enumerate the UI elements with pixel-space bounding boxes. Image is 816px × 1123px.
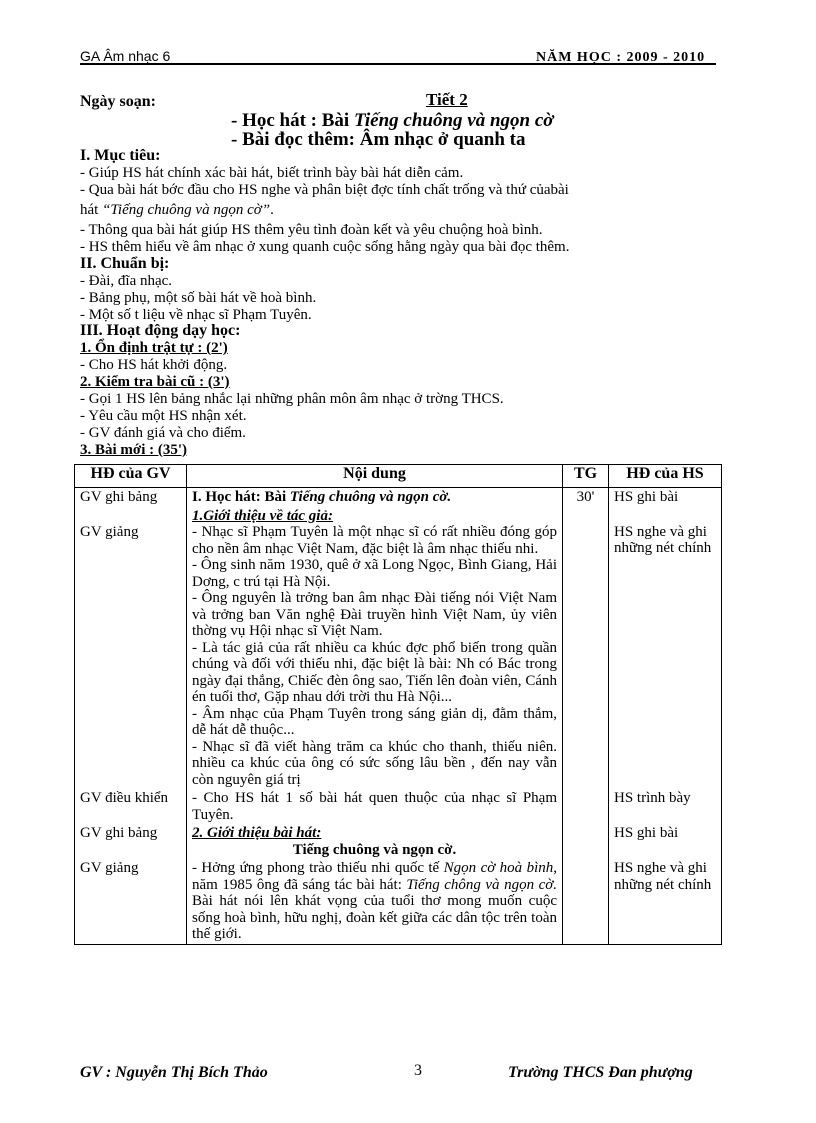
objective-line: - HS thêm hiểu về âm nhạc ở xung quanh cuộc sống hằng ngày qua bài đọc thêm.: [80, 239, 570, 255]
objective-line: - Qua bài hát bớc đầu cho HS nghe và phân biệt đợc tính chất trống và thứ củabài: [80, 182, 569, 198]
header-school-year: NĂM HỌC : 2009 - 2010: [536, 50, 706, 65]
activity-line: - Yêu cầu một HS nhận xét.: [80, 408, 247, 424]
table-row: [75, 507, 722, 790]
content-cell: [187, 507, 563, 790]
activity-line: - GV đánh giá và cho điểm.: [80, 425, 246, 441]
preparation-line: - Bảng phụ, một số bài hát về hoà bình.: [80, 290, 317, 306]
student-activity-cell: [609, 507, 722, 790]
lesson-title-1-prefix: - Học hát : Bài: [231, 110, 354, 131]
header-rule: [80, 63, 716, 65]
author-paragraph: - Là tác giả của rất nhiều ca khúc đợc phổ biến trong quần chúng và đối với thiếu nhi, đặc biệt là bài: Nh có Bác trong ngày đại thắng, Chiếc đèn ông sao, Tiến lên đoàn viên, Cánh én tuổi thơ, Gặp nhau dới trời thu Hà Nội...: [192, 639, 557, 705]
content-cell: [187, 859, 563, 944]
teacher-activity-cell: GV ghi bảng: [75, 488, 187, 507]
objective-line: - Thông qua bài hát giúp HS thêm yêu tình đoàn kết và yêu chuộng hoà bình.: [80, 222, 543, 238]
objective-song-line: [80, 202, 274, 218]
song-paragraph-part: , năm 1985 ông đã sáng tác bài hát:: [192, 860, 557, 893]
date-label: Ngày soạn:: [80, 93, 157, 110]
student-activity-cell: HS ghi bài: [609, 488, 722, 507]
teacher-activity-text: GV giảng: [80, 523, 139, 540]
student-activity-cell: HS ghi bài: [609, 824, 722, 859]
author-paragraph: - Ông sinh năm 1930, quê ở xã Long Ngọc, Bình Giang, Hải Dơng, c trú tại Hà Nội.: [192, 557, 557, 590]
song-paragraph-part: - Hởng ứng phong trào thiếu nhi quốc tế: [192, 860, 444, 876]
activity-order-heading: 1. Ổn định trật tự : (2'): [80, 340, 228, 356]
lesson-title-2: - Bài đọc thêm: Âm nhạc ở quanh ta: [231, 129, 526, 150]
song-paragraph-part: Bài hát nói lên khát vọng của tuổi thơ mong muốn cuộc sống hoà bình, hữu nghị, đoàn kết giữa các dân tộc trên toàn thế giới.: [192, 893, 557, 942]
table-row: [75, 859, 722, 944]
song-title: Tiếng chuông và ngọn cờ.: [292, 841, 457, 858]
objective-song-suffix: .: [270, 202, 274, 218]
time-cell: [563, 789, 609, 824]
page-number: 3: [414, 1062, 422, 1079]
objective-song-title: “Tiếng chuông và ngọn cờ”: [102, 202, 271, 218]
author-paragraph: - Âm nhạc của Phạm Tuyên trong sáng giản dị, đằm thắm, dễ hát dễ thuộc...: [192, 705, 557, 738]
time-cell: [563, 859, 609, 944]
part-heading-prefix: I. Học hát: Bài: [192, 489, 290, 505]
period-title: Tiết 2: [426, 90, 468, 109]
content-cell: [187, 488, 563, 507]
content-cell: [187, 824, 563, 859]
footer-teacher-name: GV : Nguyễn Thị Bích Thảo: [80, 1064, 268, 1081]
content-cell: - Cho HS hát 1 số bài hát quen thuộc của nhạc sĩ Phạm Tuyên.: [187, 789, 563, 824]
time-cell: 30': [563, 488, 609, 507]
song-paragraph-italic: Tiếng chông và ngọn cờ.: [406, 876, 557, 893]
activity-line: - Cho HS hát khởi động.: [80, 357, 228, 373]
song-intro-heading: 2. Giới thiệu bài hát:: [192, 825, 322, 841]
table-row: [75, 789, 722, 824]
teacher-activity-cell: GV điều khiển: [75, 789, 187, 824]
teacher-activity-cell: GV giảng: [75, 859, 187, 944]
header-subject: GA Âm nhạc 6: [80, 48, 171, 64]
author-paragraph: - Ông nguyên là trởng ban âm nhạc Đài tiếng nói Việt Nam và trởng ban Văn nghệ Đài truyền hình Việt Nam, ủy viên thờng vụ Hội nhạc sĩ Việt Nam.: [192, 590, 557, 639]
objective-song-prefix: hát: [80, 202, 103, 218]
table-header-row: [75, 465, 722, 488]
column-header-teacher: HĐ của GV: [75, 465, 187, 488]
student-activity-cell: HS trình bày: [609, 789, 722, 824]
author-paragraph: - Nhạc sĩ Phạm Tuyên là một nhạc sĩ có rất nhiều đóng góp cho nền âm nhạc Việt Nam, đặc biệt là âm nhạc thiếu nhi.: [192, 524, 557, 557]
table-row: [75, 488, 722, 507]
section-objectives-heading: I. Mục tiêu:: [80, 147, 161, 164]
author-intro-heading: 1.Giới thiệu về tác giả:: [192, 507, 333, 524]
time-cell: [563, 824, 609, 859]
activity-line: - Gọi 1 HS lên bảng nhắc lại những phân môn âm nhạc ở trờng THCS.: [80, 391, 504, 407]
activity-new-lesson-heading: 3. Bài mới : (35'): [80, 442, 188, 458]
column-header-content: Nội dung: [187, 465, 563, 488]
time-cell: [563, 507, 609, 790]
lesson-title-1-song: Tiếng chuông và ngọn cờ: [353, 110, 554, 131]
part-heading-song: Tiếng chuông và ngọn cờ.: [289, 489, 452, 505]
preparation-line: - Đài, đĩa nhạc.: [80, 273, 173, 289]
objective-line: - Giúp HS hát chính xác bài hát, biết trình bày bài hát diễn cảm.: [80, 165, 464, 181]
section-preparation-heading: II. Chuẩn bị:: [80, 255, 170, 272]
preparation-line: - Một số t liệu về nhạc sĩ Phạm Tuyên.: [80, 307, 312, 323]
student-activity-text: HS nghe và ghi những nét chính: [614, 523, 712, 556]
song-paragraph-italic: Ngọn cờ hoà bình: [443, 860, 554, 876]
footer-school-name: Trường THCS Đan phượng: [508, 1064, 693, 1081]
column-header-student: HĐ của HS: [609, 465, 722, 488]
author-paragraph: - Nhạc sĩ đã viết hàng trăm ca khúc cho thanh, thiếu niên. nhiều ca khúc của ông có sức sống lâu bền , đến nay vẫn còn nguyên giá trị: [192, 738, 557, 788]
section-activities-heading: III. Hoạt động dạy học:: [80, 322, 241, 339]
column-header-time: TG: [563, 465, 609, 488]
lesson-plan-table: [74, 464, 722, 945]
activity-review-heading: 2. Kiểm tra bài cũ : (3'): [80, 374, 230, 390]
teacher-activity-cell: GV ghi bảng: [75, 824, 187, 859]
table-row: [75, 824, 722, 859]
teacher-activity-cell: [75, 507, 187, 790]
lesson-title-1: [231, 111, 553, 131]
student-activity-cell: HS nghe và ghi những nét chính: [609, 859, 722, 944]
